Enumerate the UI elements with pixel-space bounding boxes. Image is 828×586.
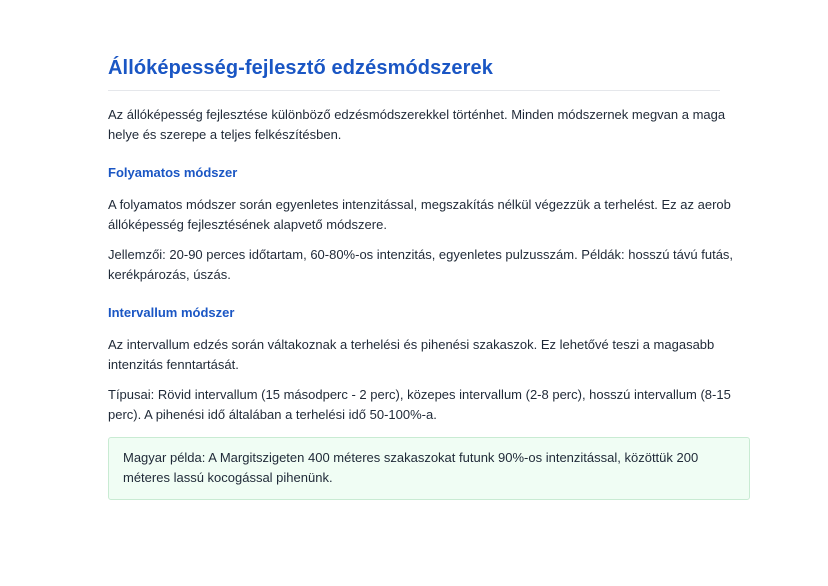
example-callout (108, 437, 750, 500)
section-continuous-method (108, 164, 752, 285)
example-text: Magyar példa: A Margitszigeten 400 méteres szakaszokat futunk 90%-os intenzitással, közöttük 200 méteres lassú kocogással pihenünk. (123, 450, 699, 485)
section-paragraph: Jellemzői: 20-90 perces időtartam, 60-80%-os intenzitás, egyenletes pulzusszám. Példák: hosszú távú futás, kerékpározás, úszás. (108, 247, 734, 282)
section-heading-continuous: Folyamatos módszer (108, 165, 238, 180)
section-interval-method (108, 304, 752, 425)
section-heading-interval: Intervallum módszer (108, 305, 235, 320)
page-title: Állóképesség-fejlesztő edzésmódszerek (108, 57, 493, 79)
section-paragraph: Típusai: Rövid intervallum (15 másodperc - 2 perc), közepes intervallum (2-8 perc), hosszú intervallum (8-15 perc). A pihenési idő általában a terhelési idő 50-100%-a. (108, 387, 731, 422)
section-paragraph: A folyamatos módszer során egyenletes intenzitással, megszakítás nélkül végezzük a terhelést. Ez az aerob állóképesség fejlesztésének alapvető módszere. (108, 197, 731, 232)
section-paragraph: Az intervallum edzés során váltakoznak a terhelési és pihenési szakaszok. Ez lehetővé teszi a magasabb intenzitás fenntartását. (108, 337, 715, 372)
article (108, 54, 752, 500)
intro-paragraph: Az állóképesség fejlesztése különböző edzésmódszerekkel történhet. Minden módszernek megvan a maga helye és szerepe a teljes felkészítésben. (108, 107, 726, 142)
title-divider (108, 90, 720, 91)
